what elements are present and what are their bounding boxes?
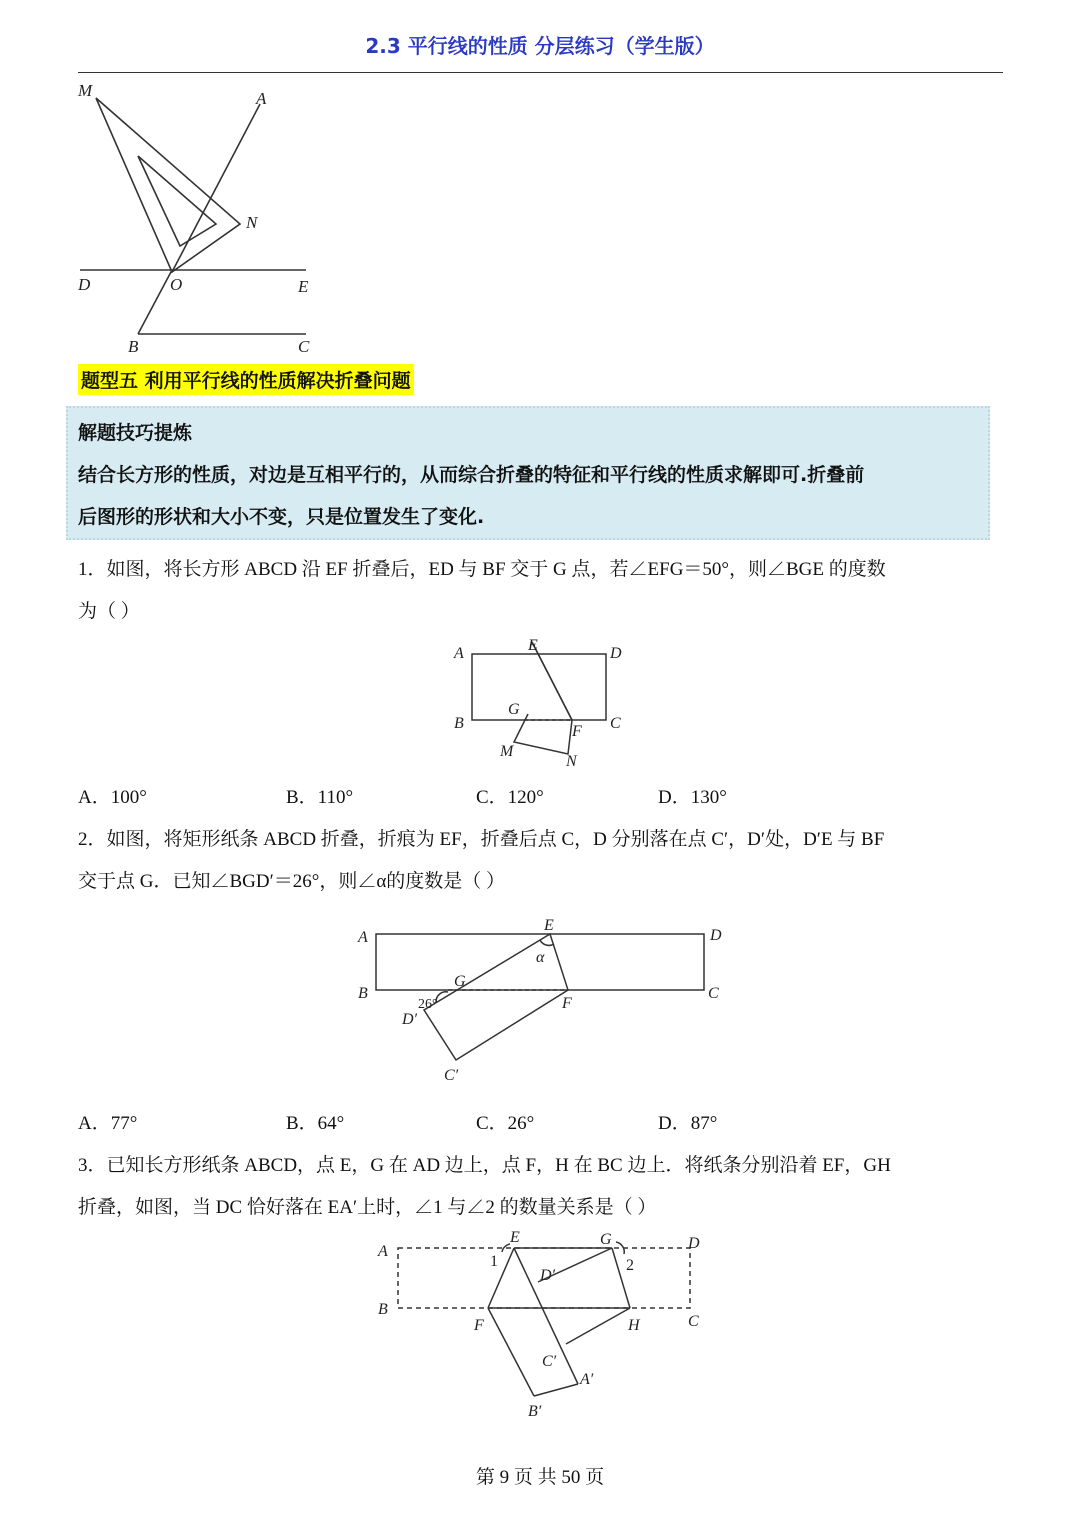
question-2-line-1: 2．如图，将矩形纸条 ABCD 折叠，折痕为 EF，折叠后点 C，D 分别落在点 C′，D′处，D′E 与 BF	[78, 829, 885, 850]
line-FB-prime	[488, 1308, 534, 1396]
label-G: G	[600, 1231, 612, 1248]
question-1-line-2: 为（ ）	[78, 601, 140, 622]
label-A: A	[358, 929, 368, 946]
folded-strip	[424, 934, 568, 1060]
line-B-prime-A-prime	[534, 1384, 578, 1396]
figure-question-2	[352, 912, 732, 1088]
tip-text-line-1: 结合长方形的性质，对边是互相平行的，从而综合折叠的特征和平行线的性质求解即可.折叠前	[78, 464, 865, 486]
label-C-prime: C′	[444, 1067, 459, 1084]
label-A: A	[256, 89, 267, 108]
figure-set-square	[72, 78, 322, 360]
folded-part	[514, 642, 572, 754]
label-B: B	[454, 715, 464, 732]
label-F: F	[474, 1317, 484, 1334]
label-D-prime: D′	[540, 1267, 556, 1284]
label-D-prime: D′	[402, 1011, 418, 1028]
label-O: O	[170, 275, 183, 294]
tip-text-line-2: 后图形的形状和大小不变，只是位置发生了变化.	[78, 506, 485, 528]
label-N: N	[566, 753, 577, 770]
line-OA	[172, 104, 260, 272]
label-F: F	[562, 995, 572, 1012]
label-E: E	[528, 637, 538, 654]
label-E: E	[510, 1229, 520, 1246]
line-HC-prime	[566, 1308, 630, 1344]
label-E: E	[544, 917, 554, 934]
label-M: M	[500, 743, 514, 760]
label-angle-1: 1	[490, 1253, 498, 1270]
label-H: H	[628, 1317, 640, 1334]
label-alpha: α	[536, 949, 545, 966]
header-divider	[78, 72, 1003, 73]
document-header-title: 2.3 平行线的性质 分层练习（学生版）	[365, 34, 715, 58]
q1-option-a: A．100°	[78, 787, 147, 808]
label-C-prime: C′	[542, 1353, 557, 1370]
q2-option-d: D．87°	[658, 1113, 718, 1134]
label-B: B	[378, 1301, 388, 1318]
figure-question-1	[446, 630, 636, 772]
label-A: A	[454, 645, 464, 662]
label-C: C	[298, 337, 310, 356]
q1-option-b: B．110°	[286, 787, 354, 808]
page-footer: 第 9 页 共 50 页	[475, 1467, 605, 1488]
question-3-line-1: 3．已知长方形纸条 ABCD，点 E，G 在 AD 边上，点 F，H 在 BC 边上．将纸条分别沿着 EF，GH	[78, 1155, 891, 1176]
q2-option-b: B．64°	[286, 1113, 345, 1134]
label-G: G	[454, 973, 466, 990]
label-C: C	[708, 985, 719, 1002]
label-E: E	[298, 277, 309, 296]
label-N: N	[246, 213, 258, 232]
tip-title: 解题技巧提炼	[78, 422, 193, 444]
q2-option-a: A．77°	[78, 1113, 138, 1134]
q1-option-c: C．120°	[476, 787, 544, 808]
q1-option-d: D．130°	[658, 787, 727, 808]
label-C: C	[688, 1313, 699, 1330]
section-heading: 题型五 利用平行线的性质解决折叠问题	[78, 364, 414, 395]
rectangle-ABCD	[472, 654, 606, 720]
label-F: F	[572, 723, 582, 740]
label-C: C	[610, 715, 621, 732]
label-D: D	[78, 275, 91, 294]
label-D: D	[610, 645, 622, 662]
label-B-prime: B′	[528, 1403, 542, 1420]
question-2-line-2: 交于点 G．已知∠BGD′＝26°，则∠α的度数是（ ）	[78, 871, 506, 892]
label-B: B	[128, 337, 139, 356]
label-D: D	[710, 927, 722, 944]
label-G: G	[508, 701, 520, 718]
question-3-line-2: 折叠，如图，当 DC 恰好落在 EA′上时，∠1 与∠2 的数量关系是（ ）	[78, 1197, 657, 1218]
label-B: B	[358, 985, 368, 1002]
label-A-prime: A′	[580, 1371, 594, 1388]
question-1-line-1: 1．如图，将长方形 ABCD 沿 EF 折叠后，ED 与 BF 交于 G 点，若∠EFG＝50°，则∠BGE 的度数	[78, 559, 886, 580]
figure-question-3	[370, 1226, 720, 1426]
label-angle-26: 26°	[418, 997, 438, 1012]
line-OB	[138, 270, 172, 334]
label-D: D	[688, 1235, 700, 1252]
label-A: A	[378, 1243, 388, 1260]
label-M: M	[78, 81, 93, 100]
label-angle-2: 2	[626, 1257, 634, 1274]
q2-option-c: C．26°	[476, 1113, 535, 1134]
